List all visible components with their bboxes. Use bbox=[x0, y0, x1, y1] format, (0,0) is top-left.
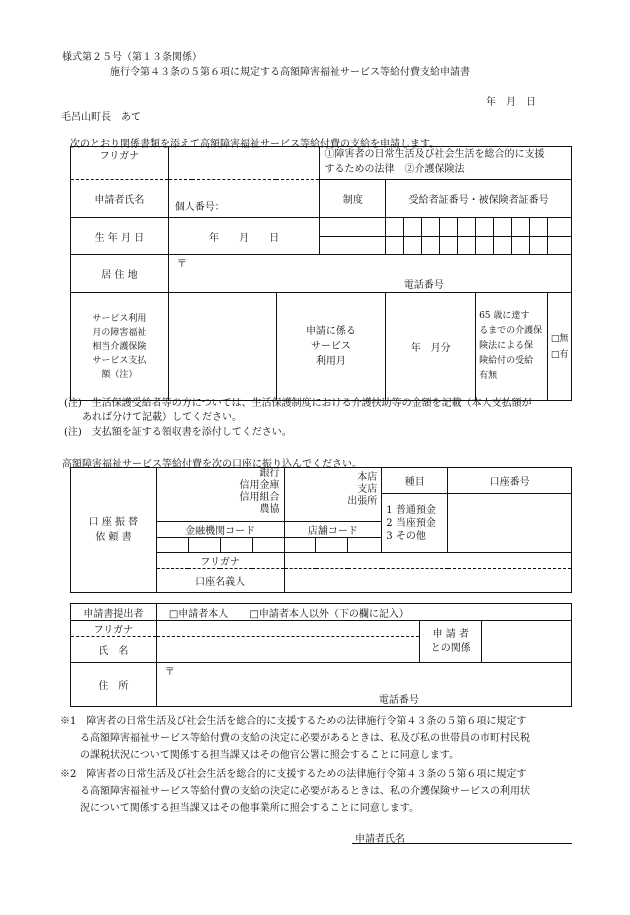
branch-name-field[interactable] bbox=[284, 468, 382, 522]
branch-code-digit[interactable] bbox=[316, 538, 348, 553]
consent-1-line: ※1 障害者の日常生活及び社会生活を総合的に支援するための法律施行令第４３条の５第６項に規定す bbox=[60, 716, 527, 727]
submitter-label: 申請書提出者 bbox=[71, 604, 157, 621]
holder-label: 口座名義人 bbox=[156, 569, 284, 593]
submitter-options[interactable] bbox=[156, 604, 571, 621]
bank-type: 信用組合 bbox=[239, 492, 280, 503]
law-options[interactable] bbox=[320, 147, 572, 180]
consent-2-line: ※2 障害者の日常生活及び社会生活を総合的に支援するための法律施行令第４３条の５第６項に規定す bbox=[60, 769, 527, 780]
consent-2-line: 況について関係する担当課又はその他事業所に照会することに同意します。 bbox=[60, 803, 419, 814]
payment-label bbox=[71, 293, 169, 401]
phone-label: 電話番号 bbox=[403, 280, 444, 291]
relation-label-line: との関係 bbox=[430, 642, 471, 654]
birthdate-field[interactable]: 年 月 日 bbox=[168, 218, 320, 255]
cert-digit[interactable] bbox=[386, 218, 404, 237]
note-1-line: (注) 生活保護受給者等の方については、生活保護制度における介護扶助等の金額を記載（本人支払額が bbox=[64, 398, 532, 409]
payment-amount-field[interactable] bbox=[168, 293, 276, 401]
branch-code-label: 店舗コード bbox=[284, 522, 382, 538]
system-field-2[interactable] bbox=[320, 237, 386, 255]
bank-intro: 高額障害福祉サービス等給付費を次の口座に振り込んでください。 bbox=[62, 459, 362, 470]
institution-code-digit[interactable] bbox=[156, 538, 188, 553]
cert-digit[interactable] bbox=[476, 237, 494, 255]
relation-field[interactable] bbox=[482, 621, 572, 663]
account-type-options[interactable] bbox=[382, 494, 448, 553]
submitter-other-checkbox[interactable]: □申請者本人以外（下の欄に記入） bbox=[249, 608, 409, 620]
cert-number-label: 受給者証番号・被保険者証番号 bbox=[386, 180, 572, 218]
name-label: 申請者氏名 bbox=[71, 180, 169, 218]
cert-digit[interactable] bbox=[476, 218, 494, 237]
bank-name-field[interactable] bbox=[156, 468, 284, 522]
bank-transfer-label-line: 依 頼 書 bbox=[95, 532, 132, 543]
intro-text: 次のとおり関係書類を添えて高額障害福祉サービス等給付費の支給を申請します。 bbox=[70, 139, 440, 150]
relation-label-line: 申 請 者 bbox=[432, 628, 469, 640]
form-code: 様式第２５号（第１３条関係） bbox=[62, 52, 202, 63]
account-number-field[interactable] bbox=[448, 494, 572, 553]
cert-digit[interactable] bbox=[511, 218, 529, 237]
option-none-checkbox[interactable]: □無 bbox=[550, 333, 569, 344]
consent-2-line: る高額障害福祉サービス等給付費の支給の決定に必要があるときは、私の介護保険サービスの利用状 bbox=[60, 786, 530, 797]
branch-code-digit[interactable] bbox=[348, 538, 382, 553]
bank-table bbox=[70, 467, 572, 593]
branch-type: 本店 bbox=[357, 472, 378, 483]
option-yes-checkbox[interactable]: □有 bbox=[550, 349, 569, 360]
account-number-label: 口座番号 bbox=[448, 468, 572, 494]
branch-type: 出張所 bbox=[347, 496, 378, 507]
service-month-line: 利用月 bbox=[315, 356, 346, 367]
bank-transfer-label-line: 口 座 振 替 bbox=[88, 517, 139, 528]
form-title: 施行令第４３条の５第６項に規定する高額障害福祉サービス等給付費支給申請書 bbox=[110, 67, 470, 78]
bank-type: 農協 bbox=[259, 504, 280, 515]
bank-type: 銀行 bbox=[259, 468, 280, 479]
institution-code-digit[interactable] bbox=[220, 538, 252, 553]
law-option-2: するための法律 ②介護保険法 bbox=[324, 164, 465, 175]
age65-line: 険給付の受給 bbox=[479, 356, 534, 366]
age65-options[interactable] bbox=[547, 293, 571, 401]
submitter-phone-label: 電話番号 bbox=[378, 695, 419, 706]
age65-line: 有無 bbox=[479, 371, 498, 381]
payment-label-line: 相当介護保険 bbox=[92, 341, 147, 352]
cert-digit[interactable] bbox=[422, 237, 440, 255]
cert-digit[interactable] bbox=[511, 237, 529, 255]
submitter-address-field[interactable] bbox=[156, 663, 571, 707]
submitter-address-label: 住 所 bbox=[71, 663, 157, 707]
holder-furigana-field[interactable] bbox=[284, 553, 572, 569]
bank-type: 信用金庫 bbox=[239, 480, 280, 491]
consent-2 bbox=[60, 766, 530, 817]
consent-1 bbox=[60, 713, 530, 764]
cert-digit[interactable] bbox=[529, 218, 547, 237]
consent-1-line: の課税状況について関係する担当課又はその他官公署に照会することに同意します。 bbox=[60, 750, 459, 761]
cert-digit[interactable] bbox=[547, 218, 571, 237]
payment-label-line: サービス支払 bbox=[92, 355, 147, 366]
furigana-field[interactable] bbox=[168, 147, 320, 180]
age65-label bbox=[476, 293, 548, 401]
cert-digit[interactable] bbox=[494, 218, 512, 237]
consent-1-line: る高額障害福祉サービス等給付費の支給の決定に必要があるときは、私及び私の世帯員の市町村民税 bbox=[60, 733, 530, 744]
note-1-line: あれば分けて記載）してください。 bbox=[82, 412, 242, 423]
bank-transfer-label bbox=[71, 468, 157, 593]
service-month-label bbox=[276, 293, 386, 401]
cert-digit[interactable] bbox=[440, 218, 458, 237]
cert-digit[interactable] bbox=[404, 218, 422, 237]
signature-line[interactable] bbox=[352, 842, 572, 844]
branch-code-digit[interactable] bbox=[284, 538, 316, 553]
cert-digit[interactable] bbox=[458, 218, 476, 237]
submitter-postal-mark: 〒 bbox=[164, 667, 175, 678]
service-month-field[interactable]: 年 月分 bbox=[386, 293, 476, 401]
application-date[interactable]: 年 月 日 bbox=[486, 97, 536, 108]
personal-number-label: 個人番号： bbox=[174, 202, 225, 213]
holder-field[interactable] bbox=[284, 569, 572, 593]
service-month-line: サービス bbox=[310, 341, 351, 352]
recipient: 毛呂山町長 あて bbox=[61, 112, 141, 123]
submitter-self-checkbox[interactable]: □申請者本人 bbox=[168, 608, 229, 620]
cert-digit[interactable] bbox=[458, 237, 476, 255]
payment-label-line: 額（注） bbox=[101, 369, 138, 380]
submitter-furigana-field[interactable] bbox=[156, 621, 419, 637]
age65-line: るまでの介護保 bbox=[479, 326, 543, 336]
account-type-label: 種目 bbox=[382, 468, 448, 494]
cert-digit[interactable] bbox=[404, 237, 422, 255]
relation-label bbox=[420, 621, 482, 663]
service-month-line: 申請に係る bbox=[305, 326, 356, 337]
furigana-label: フリガナ bbox=[71, 147, 169, 180]
age65-line: 65 歳に達す bbox=[479, 311, 530, 321]
system-label: 制度 bbox=[320, 180, 386, 218]
submitter-table bbox=[70, 603, 572, 707]
note-1 bbox=[64, 397, 532, 425]
account-type-option[interactable]: 2 当座預金 bbox=[386, 517, 436, 529]
institution-code-digit[interactable] bbox=[188, 538, 220, 553]
note-2: (注) 支払額を証する領収書を添付してください。 bbox=[64, 427, 292, 438]
account-type-option[interactable]: 3 その他 bbox=[386, 530, 426, 542]
signature-label: 申請者氏名 bbox=[355, 834, 405, 845]
holder-furigana-label: フリガナ bbox=[156, 553, 284, 569]
law-option-1: ①障害者の日常生活及び社会生活を総合的に支援 bbox=[324, 149, 545, 160]
cert-digit[interactable] bbox=[386, 237, 404, 255]
age65-line: 険法による保 bbox=[479, 341, 534, 351]
cert-digit[interactable] bbox=[547, 237, 571, 255]
institution-code-digit[interactable] bbox=[252, 538, 284, 553]
applicant-table bbox=[70, 146, 572, 401]
address-field[interactable] bbox=[168, 255, 571, 293]
cert-digit[interactable] bbox=[494, 237, 512, 255]
address-label: 居 住 地 bbox=[71, 255, 169, 293]
institution-code-label: 金融機関コード bbox=[156, 522, 284, 538]
submitter-furigana-label: フリガナ bbox=[71, 621, 157, 637]
cert-digit[interactable] bbox=[422, 218, 440, 237]
system-field-1[interactable] bbox=[320, 218, 386, 237]
birthdate-label: 生 年 月 日 bbox=[71, 218, 169, 255]
payment-label-line: 月の障害福祉 bbox=[92, 327, 147, 338]
payment-label-line: サービス利用 bbox=[92, 313, 147, 324]
submitter-name-label: 氏 名 bbox=[71, 637, 157, 663]
postal-mark: 〒 bbox=[176, 259, 187, 270]
name-field[interactable] bbox=[168, 180, 320, 218]
cert-digit[interactable] bbox=[440, 237, 458, 255]
account-type-option[interactable]: 1 普通預金 bbox=[386, 504, 436, 516]
submitter-name-field[interactable] bbox=[156, 637, 419, 663]
branch-type: 支店 bbox=[357, 484, 378, 495]
cert-digit[interactable] bbox=[529, 237, 547, 255]
